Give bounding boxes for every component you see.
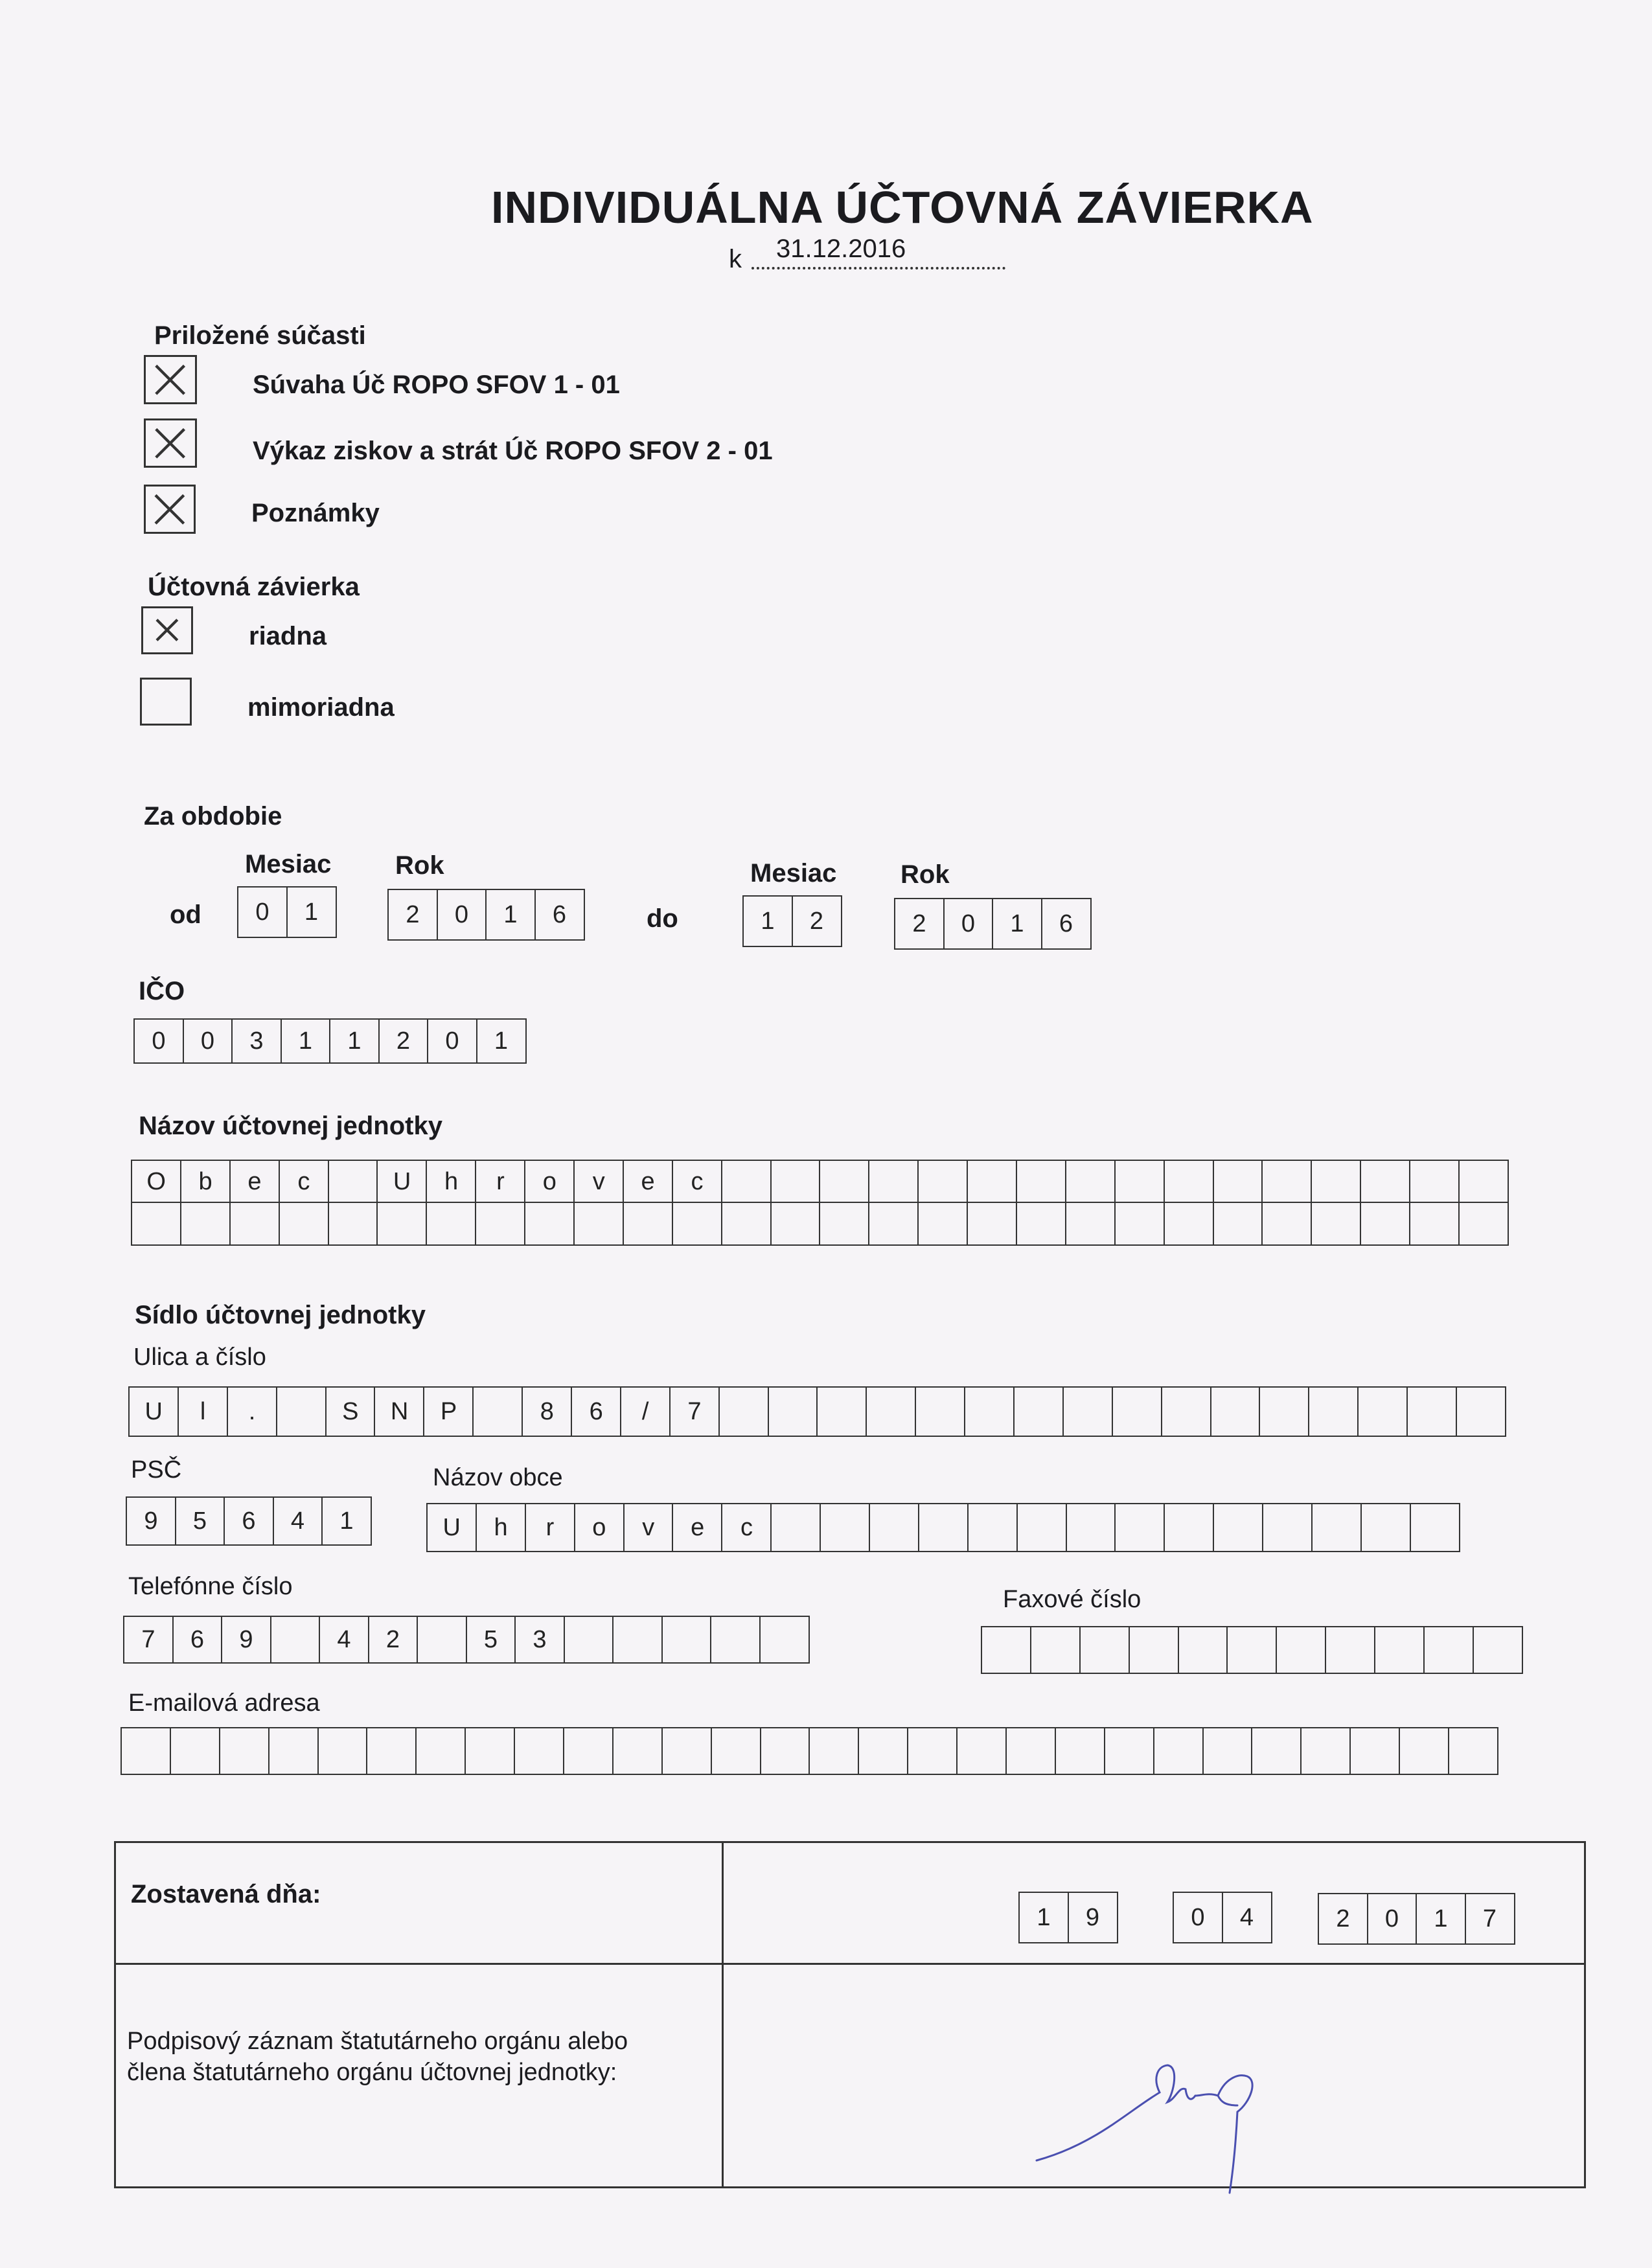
char-cell: U	[376, 1160, 427, 1204]
compiled-day-field[interactable]	[1018, 1892, 1116, 1943]
char-cell	[229, 1202, 280, 1246]
char-cell	[417, 1616, 467, 1664]
char-cell: 1	[485, 889, 536, 941]
char-cell: 9	[126, 1496, 176, 1546]
closure-label-regular: riadna	[249, 622, 327, 650]
char-cell	[869, 1503, 919, 1552]
char-cell	[1016, 1202, 1066, 1246]
char-cell: 1	[286, 886, 337, 938]
signature-label-line2: člena štatutárneho orgánu účtovnej jednotky:	[127, 2059, 617, 2086]
char-cell: 5	[175, 1496, 225, 1546]
char-cell	[1300, 1727, 1351, 1775]
char-cell	[718, 1386, 769, 1437]
char-cell	[524, 1202, 575, 1246]
char-cell	[1104, 1727, 1154, 1775]
check-x-icon	[151, 426, 189, 461]
char-cell	[573, 1202, 624, 1246]
char-cell	[711, 1727, 761, 1775]
char-cell	[170, 1727, 220, 1775]
char-cell	[1458, 1160, 1509, 1204]
char-cell	[1112, 1386, 1162, 1437]
attachment-checkbox-income[interactable]	[144, 418, 197, 468]
ico-label: IČO	[139, 977, 185, 1005]
char-cell: 6	[1041, 898, 1092, 950]
entity-name-row2[interactable]	[131, 1202, 1508, 1246]
char-cell	[465, 1727, 515, 1775]
char-cell: h	[426, 1160, 476, 1204]
char-cell: 2	[894, 898, 945, 950]
closure-checkbox-extraordinary[interactable]	[140, 678, 192, 726]
char-cell	[276, 1386, 327, 1437]
date-prefix: k	[729, 245, 742, 273]
char-cell	[1055, 1727, 1105, 1775]
char-cell	[415, 1727, 466, 1775]
period-from-month-field[interactable]	[237, 886, 335, 938]
email-field[interactable]	[120, 1727, 1497, 1775]
char-cell	[317, 1727, 368, 1775]
closure-label-extraordinary: mimoriadna	[247, 693, 395, 722]
char-cell	[1473, 1626, 1523, 1674]
char-cell	[1013, 1386, 1064, 1437]
char-cell	[475, 1202, 525, 1246]
char-cell: v	[623, 1503, 674, 1552]
char-cell	[270, 1616, 321, 1664]
period-od-label: od	[170, 900, 201, 929]
char-cell	[1261, 1202, 1312, 1246]
char-cell: 2	[378, 1018, 429, 1064]
email-label: E-mailová adresa	[128, 1690, 320, 1717]
char-cell	[1261, 1160, 1312, 1204]
char-cell	[1066, 1503, 1116, 1552]
char-cell	[1406, 1386, 1457, 1437]
char-cell	[661, 1727, 712, 1775]
char-cell	[1374, 1626, 1425, 1674]
char-cell: .	[227, 1386, 277, 1437]
char-cell: 2	[792, 895, 842, 947]
char-cell	[1409, 1202, 1460, 1246]
char-cell	[1114, 1160, 1165, 1204]
city-label: Názov obce	[433, 1464, 563, 1491]
char-cell	[816, 1386, 867, 1437]
char-cell	[1153, 1727, 1204, 1775]
char-cell	[964, 1386, 1015, 1437]
period-to-month-field[interactable]	[742, 895, 840, 947]
period-from-year-field[interactable]	[387, 889, 583, 941]
char-cell	[770, 1202, 821, 1246]
char-cell	[328, 1160, 378, 1204]
char-cell	[1079, 1626, 1130, 1674]
char-cell	[219, 1727, 270, 1775]
signature-label-line1: Podpisový záznam štatutárneho orgánu alebo	[127, 2028, 628, 2055]
period-to-month-label: Mesiac	[750, 859, 837, 888]
fax-field[interactable]	[981, 1626, 1522, 1674]
char-cell	[472, 1386, 523, 1437]
compiled-month-field[interactable]	[1173, 1892, 1270, 1943]
char-cell	[1360, 1503, 1411, 1552]
char-cell	[858, 1727, 908, 1775]
char-cell	[917, 1202, 968, 1246]
char-cell	[770, 1503, 821, 1552]
signature-image	[1024, 2041, 1309, 2196]
char-cell: r	[475, 1160, 525, 1204]
char-cell: 4	[273, 1496, 323, 1546]
char-cell: P	[423, 1386, 474, 1437]
char-cell	[279, 1202, 329, 1246]
char-cell	[1409, 1160, 1460, 1204]
char-cell: v	[573, 1160, 624, 1204]
char-cell: e	[672, 1503, 722, 1552]
char-cell: 1	[321, 1496, 372, 1546]
char-cell: 0	[183, 1018, 233, 1064]
char-cell	[1164, 1160, 1214, 1204]
char-cell	[612, 1616, 663, 1664]
period-to-year-field[interactable]	[894, 898, 1090, 950]
char-cell: 4	[319, 1616, 369, 1664]
char-cell	[120, 1727, 171, 1775]
char-cell	[907, 1727, 958, 1775]
char-cell: 7	[669, 1386, 720, 1437]
char-cell	[1276, 1626, 1326, 1674]
check-x-icon	[151, 362, 189, 398]
char-cell	[1114, 1202, 1165, 1246]
char-cell: h	[476, 1503, 526, 1552]
char-cell: 0	[427, 1018, 477, 1064]
char-cell	[131, 1202, 181, 1246]
char-cell: 2	[368, 1616, 419, 1664]
compiled-date-label: Zostavená dňa:	[131, 1880, 321, 1908]
char-cell	[1410, 1503, 1460, 1552]
char-cell	[1178, 1626, 1228, 1674]
char-cell	[770, 1160, 821, 1204]
char-cell	[1129, 1626, 1179, 1674]
char-cell: O	[131, 1160, 181, 1204]
footer-table-vdivider	[722, 1841, 724, 2188]
char-cell: 1	[1018, 1892, 1069, 1943]
char-cell: 0	[1367, 1893, 1417, 1945]
char-cell	[328, 1202, 378, 1246]
char-cell	[268, 1727, 319, 1775]
char-cell	[366, 1727, 417, 1775]
char-cell	[612, 1727, 663, 1775]
char-cell	[1308, 1386, 1359, 1437]
char-cell: 7	[1465, 1893, 1515, 1945]
char-cell: 1	[742, 895, 793, 947]
char-cell: 0	[437, 889, 487, 941]
char-cell: l	[178, 1386, 228, 1437]
char-cell: S	[325, 1386, 376, 1437]
char-cell: r	[525, 1503, 575, 1552]
char-cell: 1	[281, 1018, 331, 1064]
char-cell: /	[620, 1386, 671, 1437]
char-cell: e	[229, 1160, 280, 1204]
char-cell: 1	[476, 1018, 527, 1064]
char-cell	[819, 1202, 869, 1246]
char-cell: 1	[1416, 1893, 1466, 1945]
char-cell	[1399, 1727, 1449, 1775]
char-cell	[1016, 1503, 1067, 1552]
period-from-year-label: Rok	[395, 851, 444, 880]
char-cell: 8	[522, 1386, 572, 1437]
char-cell	[426, 1202, 476, 1246]
char-cell: 6	[534, 889, 585, 941]
char-cell: 5	[466, 1616, 516, 1664]
char-cell	[819, 1160, 869, 1204]
char-cell	[376, 1202, 427, 1246]
check-x-icon	[148, 613, 186, 647]
char-cell: c	[279, 1160, 329, 1204]
char-cell	[1360, 1202, 1410, 1246]
char-cell	[1448, 1727, 1498, 1775]
compiled-year-field[interactable]	[1318, 1893, 1513, 1945]
fax-label: Faxové číslo	[1003, 1586, 1141, 1613]
char-cell	[917, 1160, 968, 1204]
char-cell: 0	[133, 1018, 184, 1064]
char-cell	[563, 1727, 614, 1775]
char-cell	[710, 1616, 761, 1664]
char-cell	[1030, 1626, 1081, 1674]
char-cell	[1210, 1386, 1261, 1437]
char-cell	[1349, 1727, 1400, 1775]
entity-name-label: Názov účtovnej jednotky	[139, 1112, 442, 1140]
char-cell	[1213, 1503, 1263, 1552]
char-cell	[1062, 1386, 1113, 1437]
char-cell: 6	[571, 1386, 621, 1437]
char-cell	[564, 1616, 614, 1664]
char-cell	[981, 1626, 1031, 1674]
char-cell	[866, 1386, 916, 1437]
char-cell	[1456, 1386, 1506, 1437]
char-cell	[1016, 1160, 1066, 1204]
char-cell	[661, 1616, 712, 1664]
closure-heading: Účtovná závierka	[148, 573, 360, 601]
char-cell	[623, 1202, 673, 1246]
entity-name-row1[interactable]	[131, 1160, 1508, 1204]
phone-label: Telefónne číslo	[128, 1573, 293, 1600]
char-cell	[1164, 1202, 1214, 1246]
char-cell	[1226, 1626, 1277, 1674]
street-field[interactable]	[128, 1386, 1505, 1437]
char-cell	[956, 1727, 1007, 1775]
char-cell	[1202, 1727, 1253, 1775]
char-cell: c	[721, 1503, 772, 1552]
char-cell	[1311, 1202, 1361, 1246]
char-cell: 2	[387, 889, 438, 941]
phone-field[interactable]	[123, 1616, 808, 1664]
char-cell: 9	[221, 1616, 271, 1664]
psc-label: PSČ	[131, 1456, 182, 1483]
char-cell: o	[574, 1503, 625, 1552]
city-field[interactable]	[426, 1503, 1459, 1552]
char-cell: 6	[172, 1616, 223, 1664]
char-cell	[768, 1386, 818, 1437]
char-cell	[1251, 1727, 1302, 1775]
attachment-label-notes: Poznámky	[251, 499, 380, 527]
char-cell: b	[180, 1160, 231, 1204]
char-cell	[918, 1503, 969, 1552]
period-heading: Za obdobie	[144, 802, 282, 830]
page-title: INDIVIDUÁLNA ÚČTOVNÁ ZÁVIERKA	[491, 182, 1314, 233]
char-cell	[1213, 1202, 1263, 1246]
char-cell	[1065, 1202, 1116, 1246]
char-cell: 3	[514, 1616, 565, 1664]
char-cell	[1161, 1386, 1211, 1437]
char-cell	[1005, 1727, 1056, 1775]
char-cell: 1	[992, 898, 1042, 950]
street-label: Ulica a číslo	[133, 1344, 266, 1371]
char-cell: N	[374, 1386, 424, 1437]
char-cell: 9	[1068, 1892, 1118, 1943]
char-cell	[967, 1160, 1017, 1204]
char-cell	[1213, 1160, 1263, 1204]
psc-field[interactable]	[126, 1496, 371, 1546]
char-cell	[1311, 1503, 1362, 1552]
char-cell	[1164, 1503, 1214, 1552]
char-cell	[760, 1727, 810, 1775]
ico-field[interactable]	[133, 1018, 525, 1064]
period-do-label: do	[647, 904, 678, 933]
period-from-month-label: Mesiac	[245, 850, 332, 878]
char-cell	[1311, 1160, 1361, 1204]
attachments-heading: Priložené súčasti	[154, 321, 366, 350]
char-cell: 0	[943, 898, 994, 950]
date-value: 31.12.2016	[776, 235, 906, 263]
char-cell: U	[426, 1503, 477, 1552]
char-cell: 3	[231, 1018, 282, 1064]
char-cell	[1262, 1503, 1313, 1552]
closure-checkbox-regular[interactable]	[141, 606, 193, 654]
char-cell: 2	[1318, 1893, 1368, 1945]
char-cell	[1458, 1202, 1509, 1246]
footer-table-hdivider	[114, 1963, 1586, 1965]
char-cell	[967, 1503, 1018, 1552]
char-cell: c	[672, 1160, 722, 1204]
char-cell	[1360, 1160, 1410, 1204]
char-cell	[759, 1616, 810, 1664]
period-to-year-label: Rok	[901, 860, 950, 889]
char-cell	[1357, 1386, 1408, 1437]
char-cell	[915, 1386, 965, 1437]
attachment-label-balance: Súvaha Úč ROPO SFOV 1 - 01	[253, 371, 620, 399]
char-cell	[721, 1202, 772, 1246]
char-cell: 0	[237, 886, 288, 938]
char-cell	[967, 1202, 1017, 1246]
attachment-checkbox-notes[interactable]	[144, 485, 196, 534]
char-cell	[1259, 1386, 1309, 1437]
char-cell: U	[128, 1386, 179, 1437]
address-heading: Sídlo účtovnej jednotky	[135, 1301, 426, 1329]
char-cell	[868, 1202, 919, 1246]
check-x-icon	[151, 492, 189, 527]
char-cell	[1423, 1626, 1474, 1674]
char-cell: o	[524, 1160, 575, 1204]
char-cell: e	[623, 1160, 673, 1204]
char-cell: 6	[224, 1496, 274, 1546]
char-cell	[820, 1503, 870, 1552]
char-cell	[1114, 1503, 1165, 1552]
char-cell	[721, 1160, 772, 1204]
char-cell: 1	[329, 1018, 380, 1064]
char-cell: 7	[123, 1616, 174, 1664]
attachment-label-income: Výkaz ziskov a strát Úč ROPO SFOV 2 - 01	[253, 437, 773, 465]
char-cell	[1325, 1626, 1375, 1674]
char-cell	[1065, 1160, 1116, 1204]
char-cell	[514, 1727, 564, 1775]
char-cell	[672, 1202, 722, 1246]
char-cell: 0	[1173, 1892, 1223, 1943]
char-cell: 4	[1222, 1892, 1272, 1943]
char-cell	[868, 1160, 919, 1204]
char-cell	[809, 1727, 859, 1775]
attachment-checkbox-balance[interactable]	[144, 355, 197, 404]
date-line	[751, 267, 1005, 269]
char-cell	[180, 1202, 231, 1246]
